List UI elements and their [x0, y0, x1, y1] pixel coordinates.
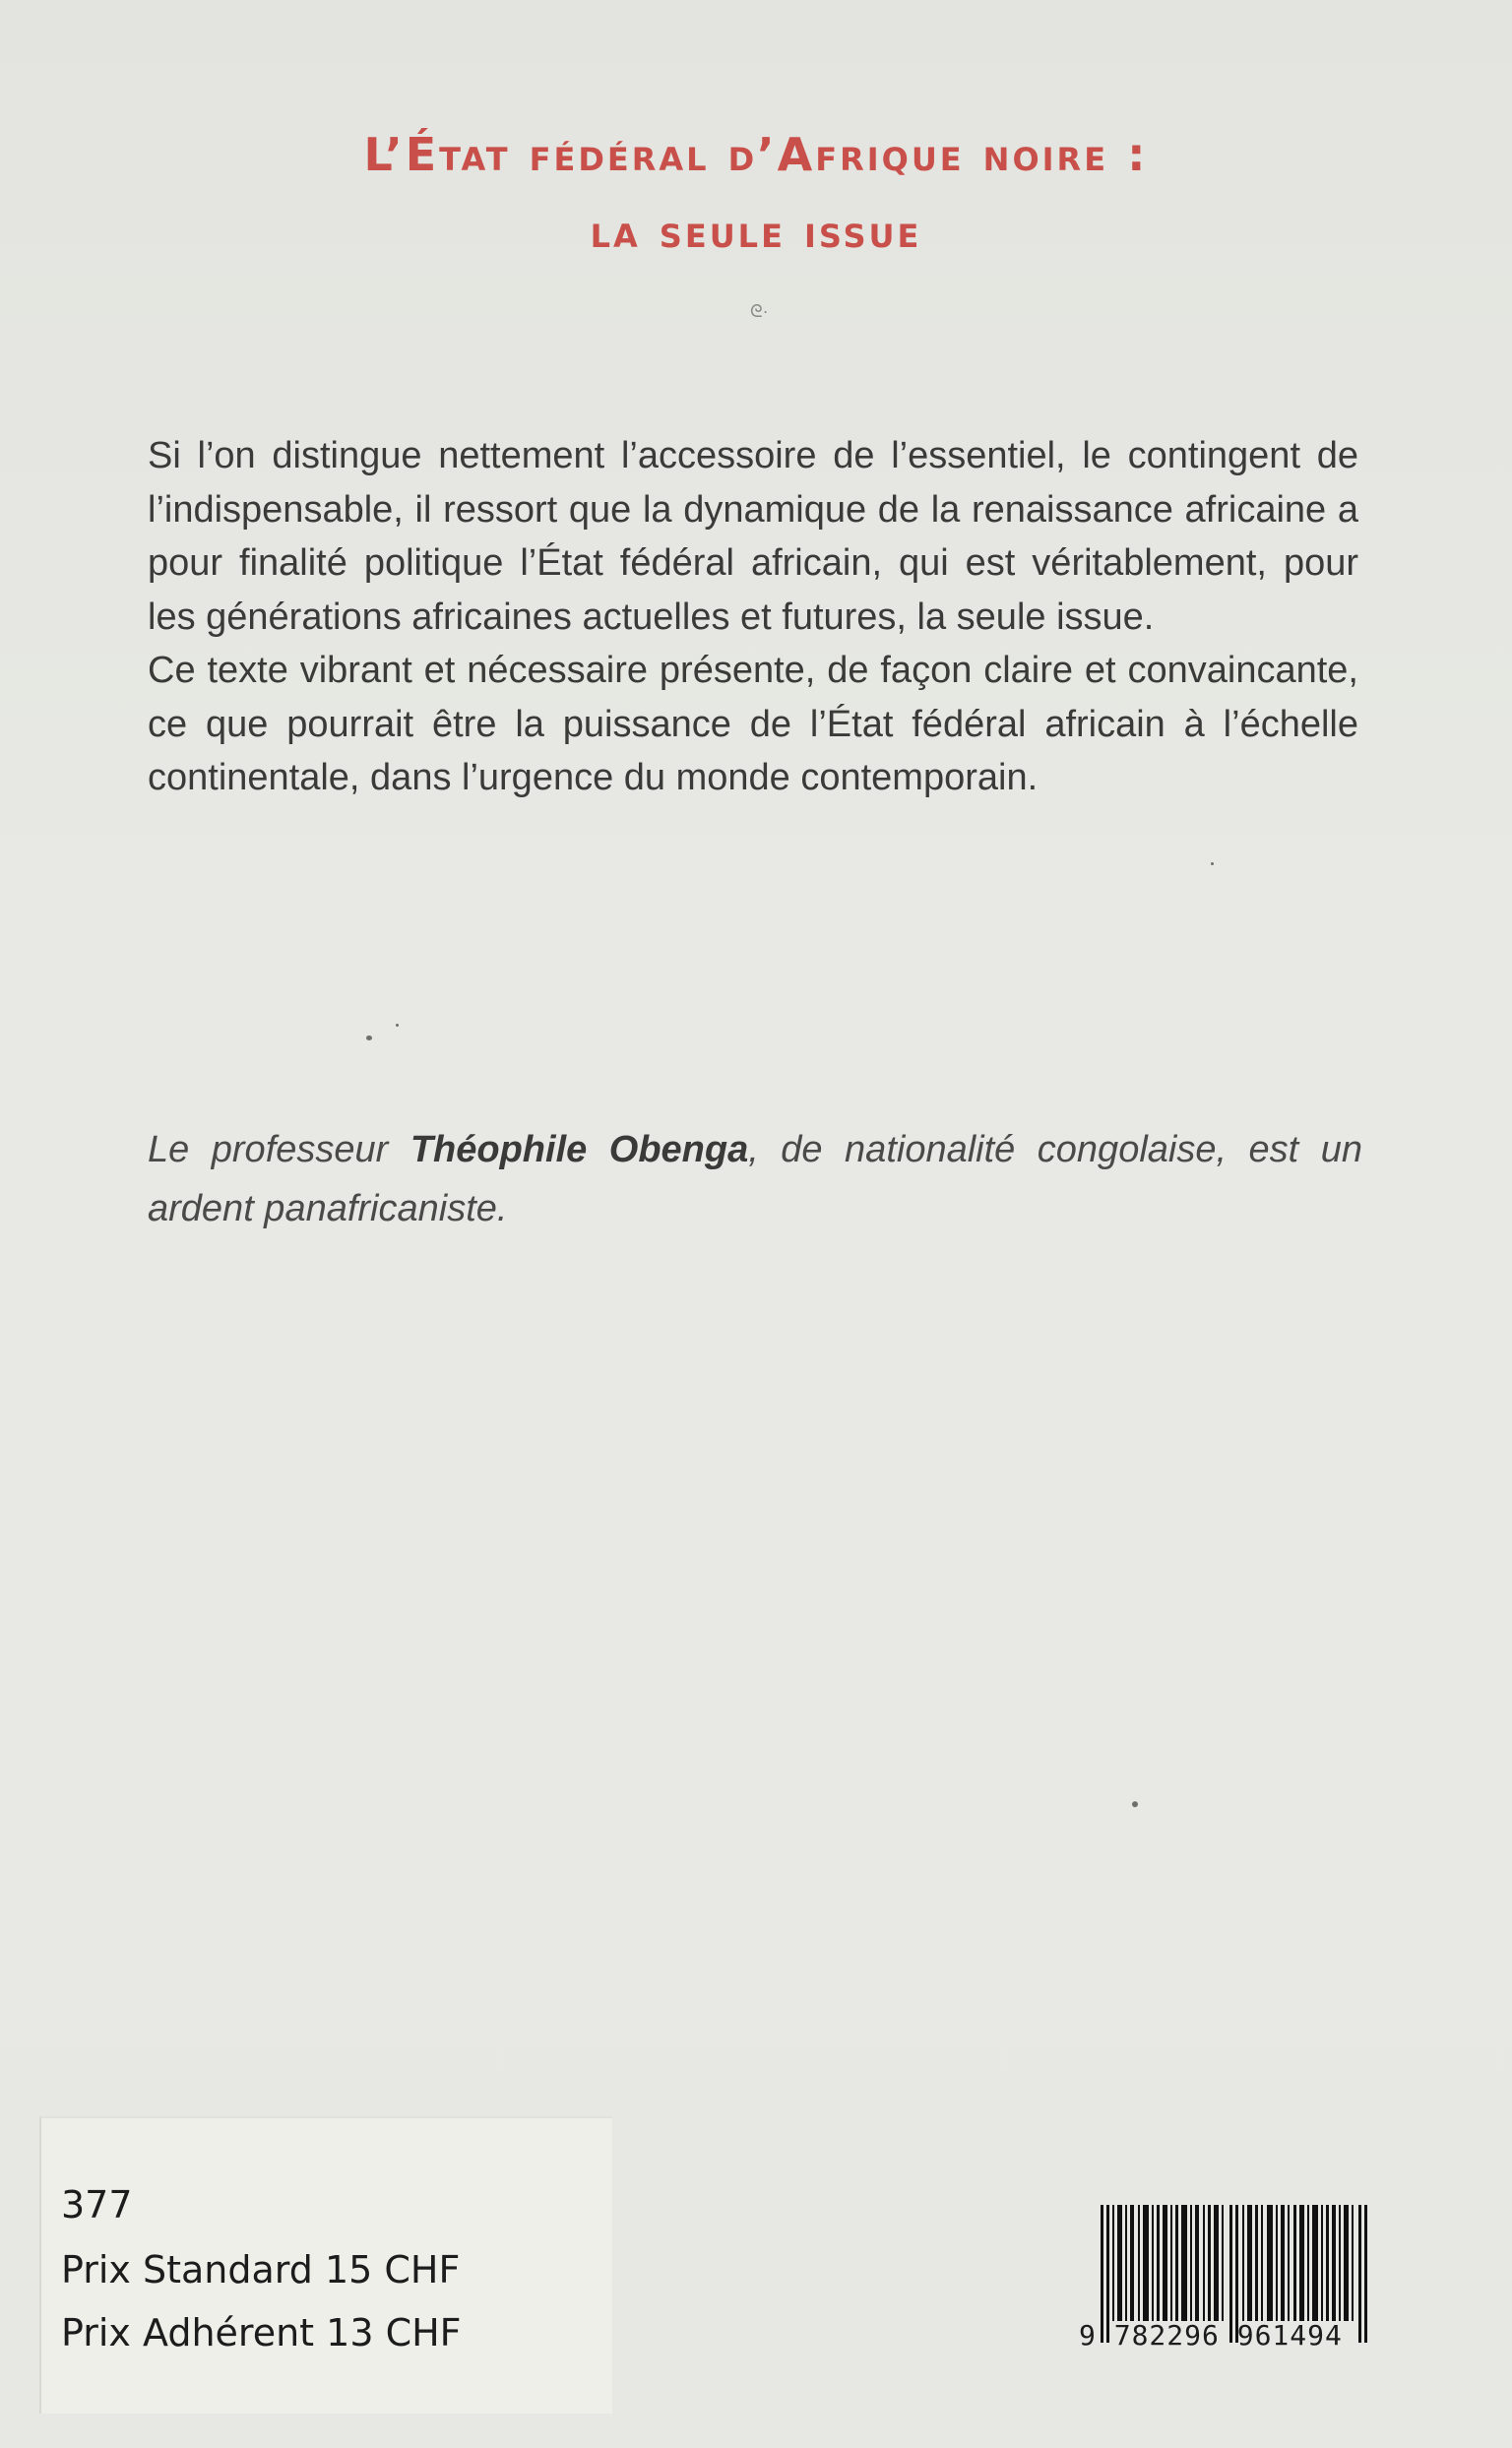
- member-price: Prix Adhérent 13 CHF: [61, 2311, 462, 2354]
- author-note: [148, 1120, 1362, 1238]
- blurb-paragraph-1: Si l’on distingue nettement l’accessoire de l’essentiel, le contingent de l’indispensable, il ressort que la dynamique de la renaissance africaine a pour finalité politique l’État fédéral africain, qui est véritablement, pour les générations africaines actuelles et futures, la seule issue.: [148, 435, 1358, 638]
- blurb: [148, 429, 1358, 805]
- book-title-line-2: la seule issue: [590, 205, 922, 258]
- speck-dot-icon: [1132, 1801, 1138, 1807]
- author-note-suffix: , de nationalité congolaise, est un ardent panafricaniste.: [148, 1129, 1362, 1229]
- blurb-paragraph-2: Ce texte vibrant et nécessaire présente, de façon claire et convaincante, ce que pourrait être la puissance de l’État fédéral africain à l’échelle continentale, dans l’urgence du monde contemporain.: [148, 650, 1358, 798]
- standard-price: Prix Standard 15 CHF: [61, 2248, 461, 2291]
- author-note-prefix: Le professeur: [148, 1129, 410, 1170]
- price-code: 377: [61, 2183, 133, 2227]
- book-title-line-1: L’État fédéral d’Afrique noire :: [363, 128, 1149, 181]
- author-name: Théophile Obenga: [410, 1129, 749, 1170]
- isbn-number: 9 782296 961494: [1079, 2319, 1343, 2352]
- ornament-mark-icon: ᘓ·: [750, 301, 769, 321]
- speck-dot-icon: [396, 1024, 399, 1027]
- speck-dot-icon: [366, 1036, 372, 1040]
- price-sticker: [39, 2116, 612, 2414]
- speck-dot-icon: [1211, 862, 1214, 865]
